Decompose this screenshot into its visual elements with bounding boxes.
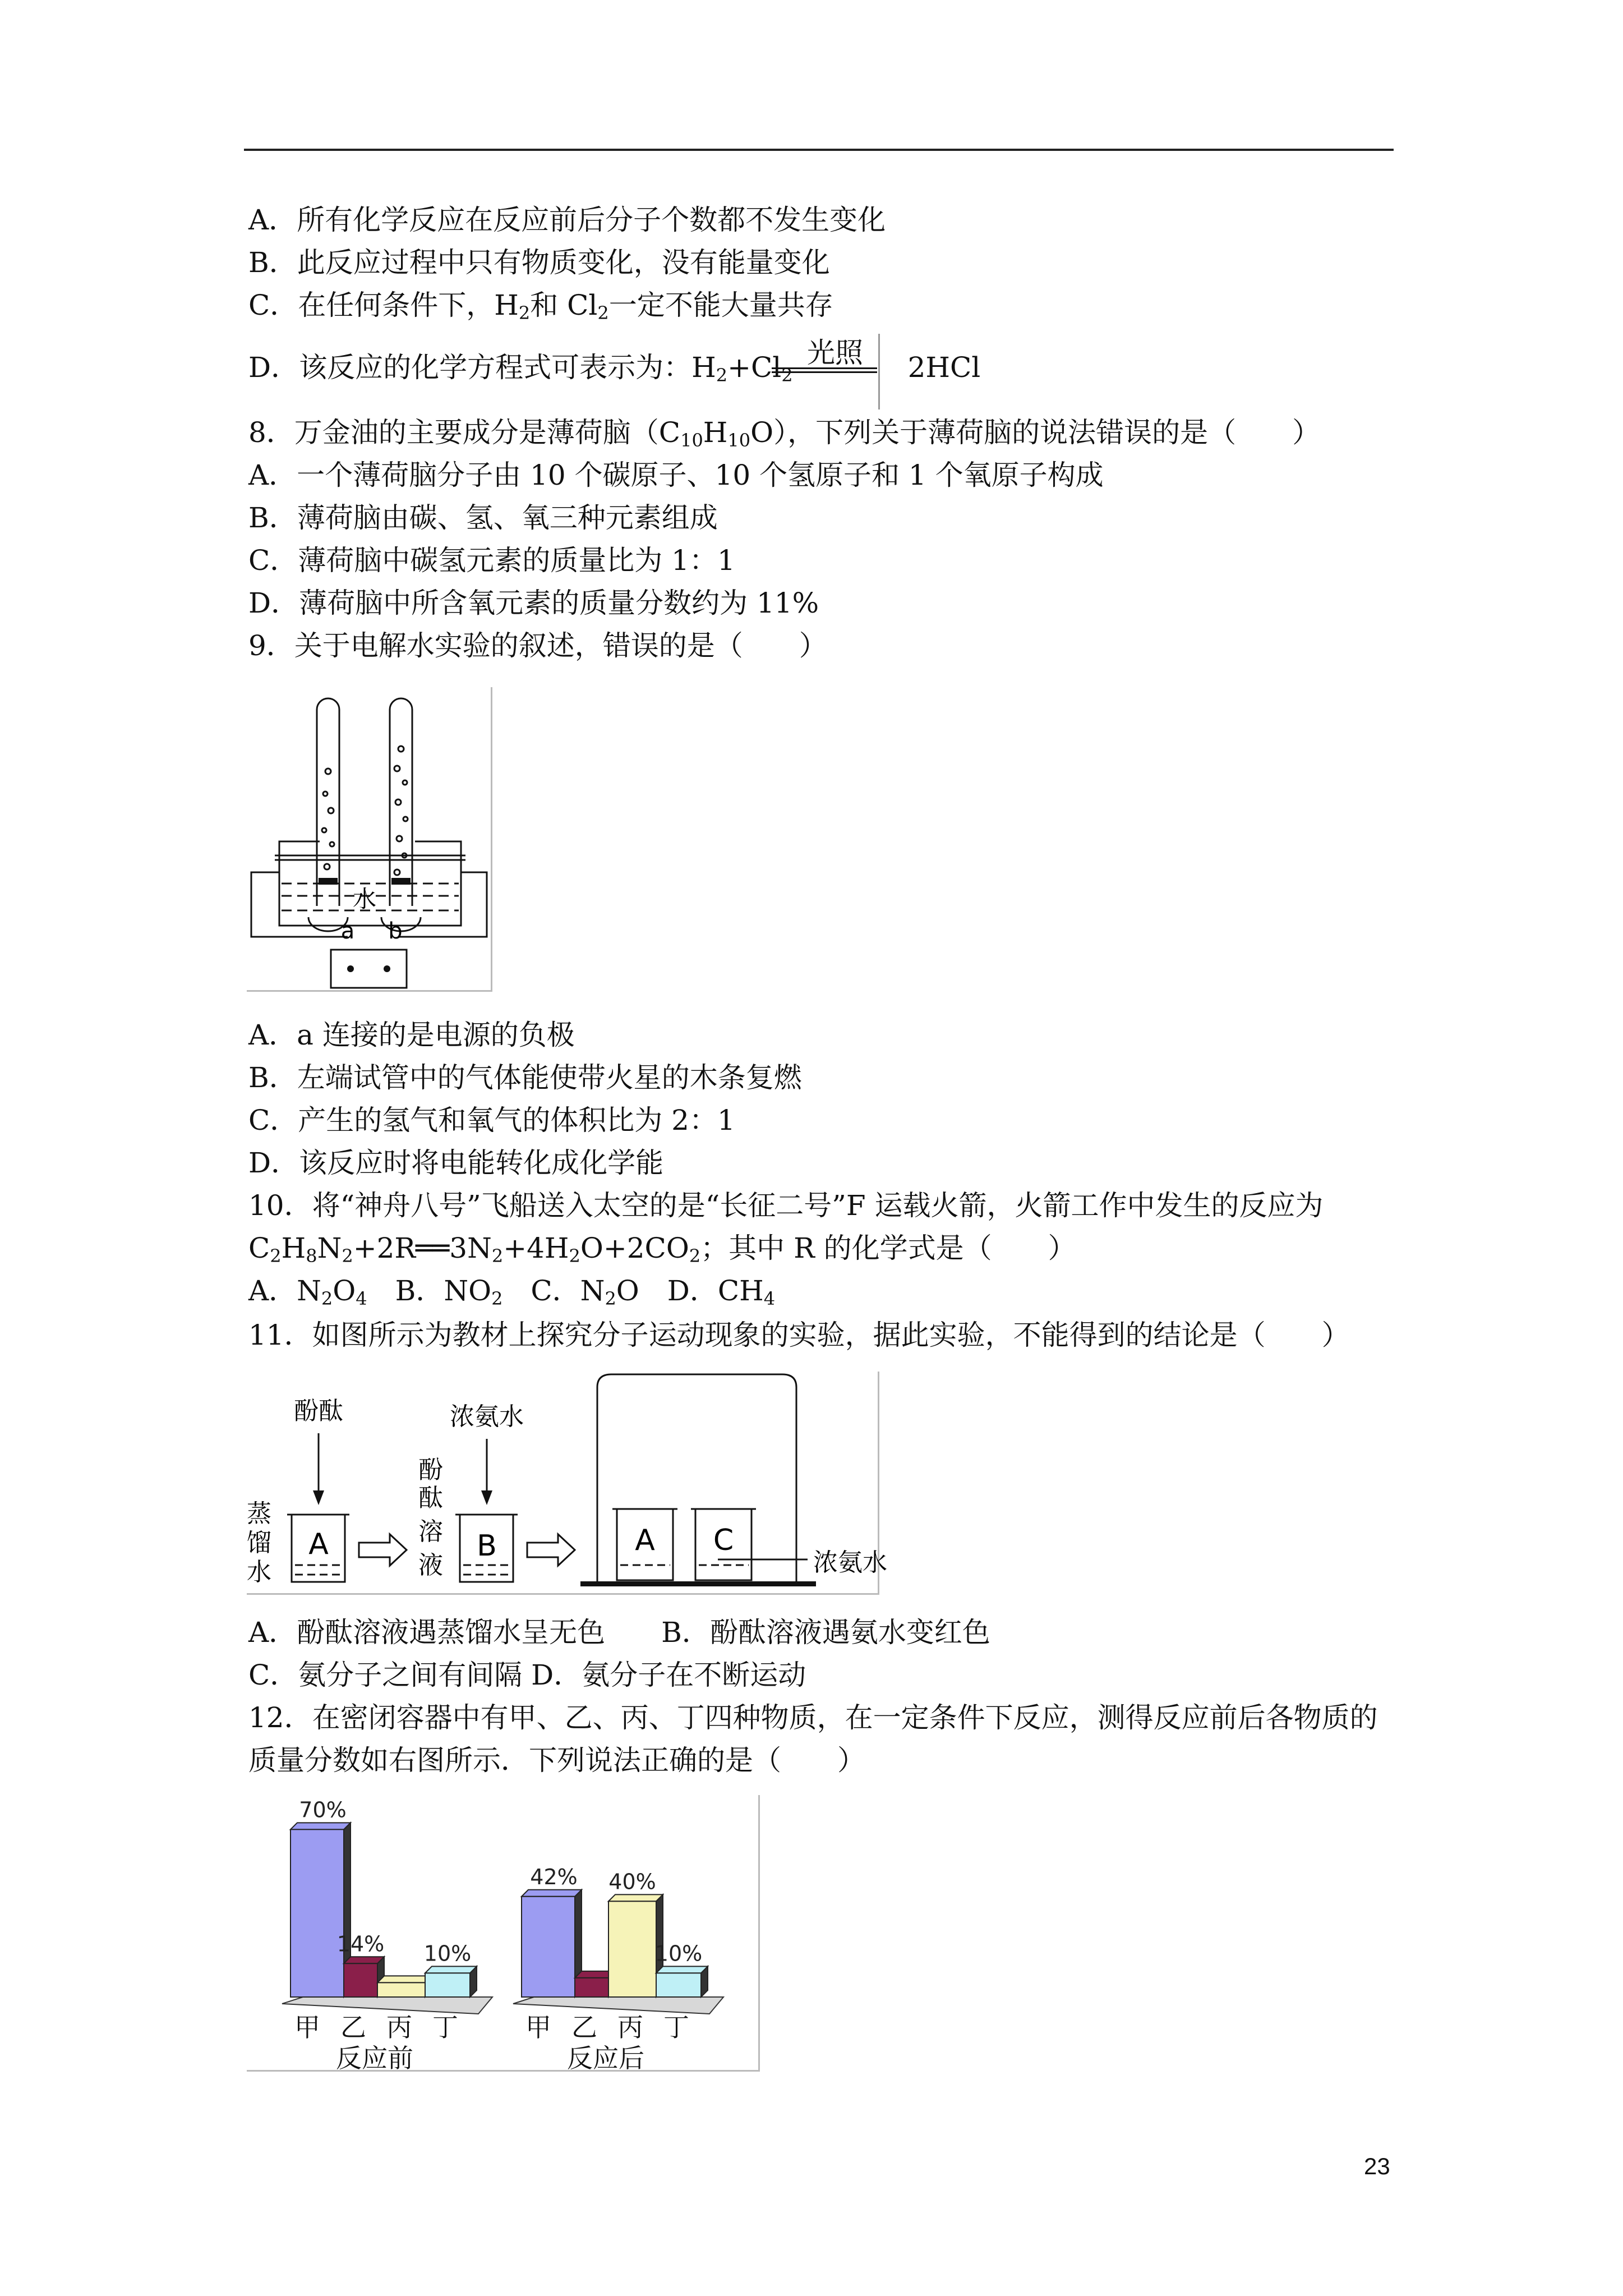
header-rule	[244, 149, 1394, 151]
beaker-a-label: A	[308, 1527, 329, 1561]
q9-option-c: C．产生的氢气和氧气的体积比为 2：1	[248, 1104, 735, 1137]
q10-options: A．$N_2O_4$ B．$NO_2$ C．$N_2O$ D．$CH_4$	[248, 1274, 776, 1309]
category-label-1-1: 乙	[571, 2012, 597, 2042]
group-label-1: 反应后	[567, 2043, 644, 2073]
bar-top-0-3	[425, 1966, 477, 1973]
q8-stem: 8．万金油的主要成分是薄荷脑$(C_{10}H_{10}O)$，下列关于薄荷脑的说法错误的是（ ）	[248, 416, 1321, 451]
electrode-a-label: a	[340, 918, 355, 944]
bar-top-0-1	[344, 1957, 384, 1963]
ammonia-label-top: 浓氨水	[450, 1402, 524, 1431]
bar-top-0-2	[377, 1976, 432, 1982]
category-label-0-3: 丁	[432, 2012, 458, 2042]
category-label-0-1: 乙	[340, 2012, 366, 2042]
bar-1-2	[608, 1901, 656, 1997]
q12-stem-line2: 质量分数如右图所示．下列说法正确的是（ ）	[248, 1744, 865, 1777]
mass-fraction-chart	[247, 1795, 760, 2072]
bar-top-1-3	[656, 1966, 708, 1973]
bar-1-0	[522, 1897, 575, 1997]
solution-char-1: 酚	[418, 1456, 443, 1484]
equation-cursor-bar	[878, 334, 880, 409]
bar-0-0	[291, 1829, 344, 1997]
bar-1-3	[656, 1973, 701, 1997]
distilled-char-2: 馏	[247, 1529, 271, 1557]
distilled-char-1: 蒸	[247, 1499, 271, 1528]
q11-stem: 11．如图所示为教材上探究分子运动现象的实验，据此实验，不能得到的结论是（ ）	[248, 1319, 1350, 1351]
solution-char-4: 液	[418, 1551, 443, 1580]
category-label-0-0: 甲	[294, 2012, 320, 2042]
q9-stem: 9．关于电解水实验的叙述，错误的是（ ）	[248, 629, 827, 662]
reaction-condition: 光照	[807, 337, 863, 369]
q12-stem-line1: 12．在密闭容器中有甲、乙、丙、丁四种物质，在一定条件下反应，测得反应前后各物质的	[248, 1701, 1378, 1734]
chart-floor-0	[282, 1997, 492, 2014]
bar-value-label-0-3: 10%	[423, 1941, 472, 1966]
q11-options-ab: A．酚酞溶液遇蒸馏水呈无色 B．酚酞溶液遇氨水变红色	[248, 1616, 990, 1649]
q9-option-a: A．a 连接的是电源的负极	[248, 1019, 575, 1051]
bar-0-2	[377, 1982, 425, 1997]
bar-value-label-1-3: 10%	[654, 1941, 703, 1966]
q10-stem-line2: $C_2H_8N_2+2R══3N_2+4H_2O+2CO_2$；其中 R 的化学式是（ ）	[248, 1232, 1076, 1267]
phenol-label: 酚酞	[294, 1397, 343, 1425]
q11-options-cd: C．氨分子之间有间隔 D．氨分子在不断运动	[248, 1659, 806, 1691]
chart-svg	[247, 1795, 758, 2073]
bar-top-1-2	[608, 1894, 663, 1901]
distilled-char-3: 水	[247, 1558, 271, 1586]
q9-option-d: D．该反应时将电能转化成化学能	[248, 1147, 664, 1179]
bar-0-3	[425, 1973, 470, 1997]
q7-option-d: D．该反应的化学方程式可表示为：$H_2+Cl_2$ 2HCl	[248, 351, 981, 386]
q8-option-d: D．薄荷脑中所含氧元素的质量分数约为 11%	[248, 587, 819, 619]
category-label-1-0: 甲	[525, 2012, 551, 2042]
ammonia-label-right: 浓氨水	[813, 1548, 887, 1577]
q8-option-b: B．薄荷脑由碳、氢、氧三种元素组成	[248, 501, 718, 534]
category-label-1-3: 丁	[663, 2012, 689, 2042]
bar-value-label-1-0: 42%	[530, 1864, 578, 1889]
bar-1-1	[575, 1978, 608, 1997]
beaker-a2-label: A	[635, 1524, 655, 1557]
q9-option-b: B．左端试管中的气体能使带火星的木条复燃	[248, 1061, 802, 1094]
q8-option-a: A．一个薄荷脑分子由 10 个碳原子、10 个氢原子和 1 个氧原子构成	[248, 459, 1104, 491]
page-number: 23	[1364, 2153, 1390, 2179]
group-label-0: 反应前	[336, 2043, 413, 2073]
q7-option-b: B．此反应过程中只有物质变化，没有能量变化	[248, 246, 830, 279]
solution-char-2: 酞	[418, 1484, 443, 1512]
bar-value-label-1-2: 40%	[608, 1869, 656, 1894]
bar-value-label-0-1: 14%	[336, 1931, 385, 1957]
equation-double-bar	[772, 367, 877, 373]
q10-stem-line1: 10．将“神舟八号”飞船送入太空的是“长征二号”F 运载火箭，火箭工作中发生的反应为	[248, 1189, 1324, 1222]
beaker-c-label: C	[713, 1524, 734, 1557]
q7-option-a: A．所有化学反应在反应前后分子个数都不发生变化	[248, 204, 886, 236]
bar-top-1-0	[522, 1890, 582, 1897]
q7-option-c: C．在任何条件下，$H_2$和 $Cl_2$一定不能大量共存	[248, 289, 833, 324]
solution-char-3: 溶	[418, 1517, 443, 1546]
q8-option-c: C．薄荷脑中碳氢元素的质量比为 1：1	[248, 544, 735, 577]
chart-floor-1	[513, 1997, 723, 2014]
electrolysis-figure	[247, 687, 492, 992]
beaker-b-label: B	[477, 1529, 497, 1563]
category-label-0-2: 丙	[386, 2012, 412, 2042]
category-label-1-2: 丙	[617, 2012, 643, 2042]
bar-value-label-0-0: 70%	[299, 1797, 347, 1823]
molecule-motion-figure	[247, 1372, 887, 1595]
bar-top-0-0	[291, 1823, 351, 1829]
bar-0-1	[344, 1963, 377, 1997]
water-label: 水	[352, 885, 377, 913]
electrode-b-label: b	[388, 918, 403, 944]
